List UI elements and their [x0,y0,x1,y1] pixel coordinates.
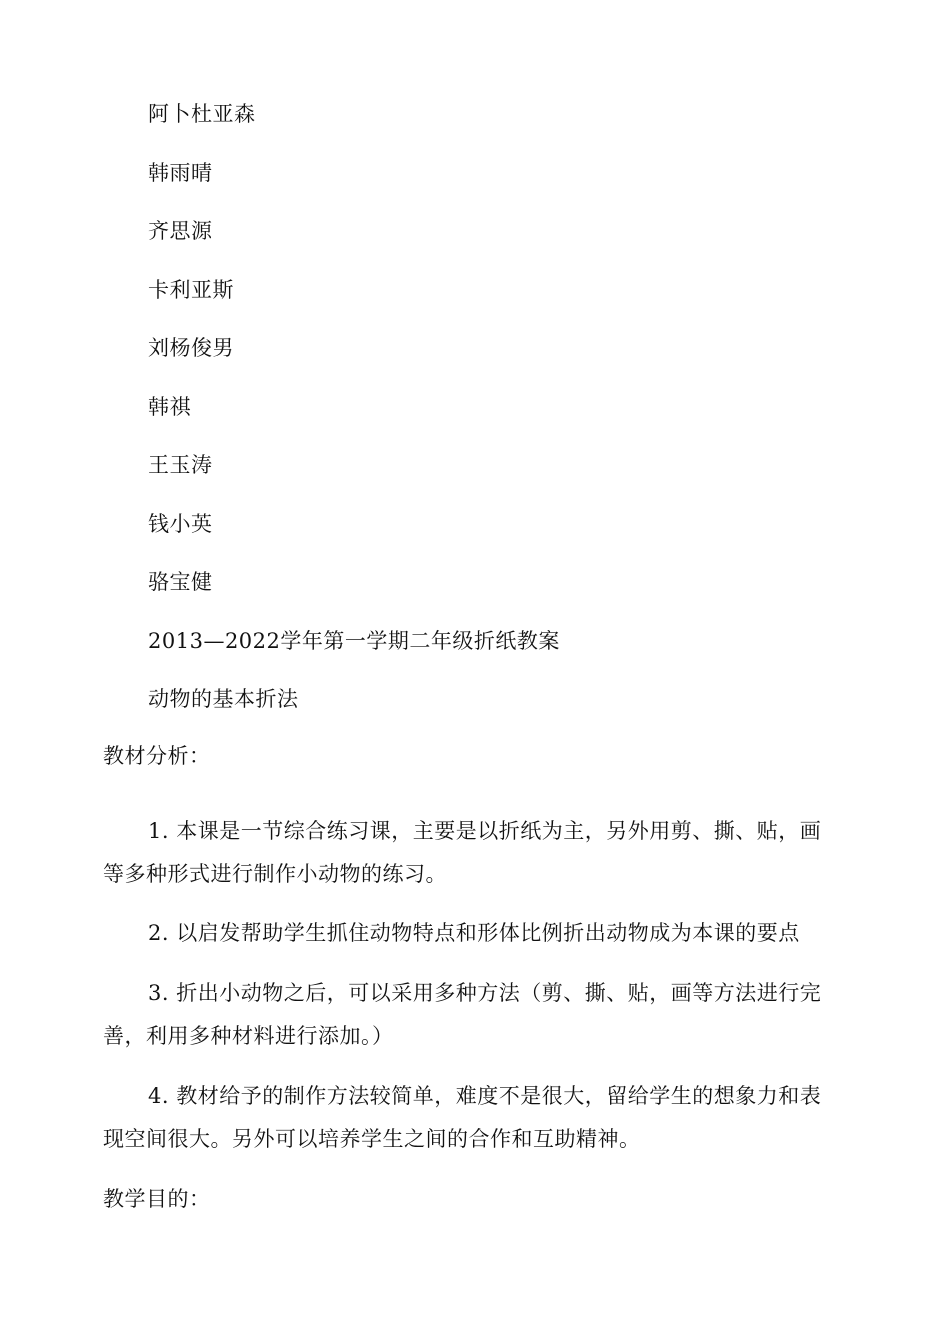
item-2-line-1: 2. 以启发帮助学生抓住动物特点和形体比例折出动物成为本课的要点 [148,921,800,945]
item-3-line-2: 善，利用多种材料进行添加。） [103,1024,394,1048]
item-4-line-1: 4. 教材给予的制作方法较简单，难度不是很大，留给学生的想象力和表 [148,1084,822,1108]
student-name: 阿卜杜亚森 [148,102,256,126]
section-heading-materials: 教材分析： [103,744,211,768]
student-name: 王玉涛 [148,453,213,477]
student-name: 钱小英 [148,512,213,536]
item-4-line-2: 现空间很大。另外可以培养学生之间的合作和互助精神。 [103,1127,641,1151]
student-name: 骆宝健 [148,570,213,594]
student-name: 韩雨晴 [148,161,213,185]
student-name: 卡利亚斯 [148,278,234,302]
section-heading-objectives: 教学目的： [103,1187,211,1211]
item-3-line-1: 3. 折出小动物之后，可以采用多种方法（剪、撕、贴，画等方法进行完 [148,981,822,1005]
document-title: 2013—2022学年第一学期二年级折纸教案 [148,629,560,653]
student-name: 刘杨俊男 [148,336,234,360]
item-1-line-2: 等多种形式进行制作小动物的练习。 [103,862,447,886]
student-name: 齐思源 [148,219,213,243]
student-name: 韩祺 [148,395,191,419]
lesson-title: 动物的基本折法 [148,687,299,711]
item-1-line-1: 1. 本课是一节综合练习课，主要是以折纸为主，另外用剪、撕、贴，画 [148,819,822,843]
